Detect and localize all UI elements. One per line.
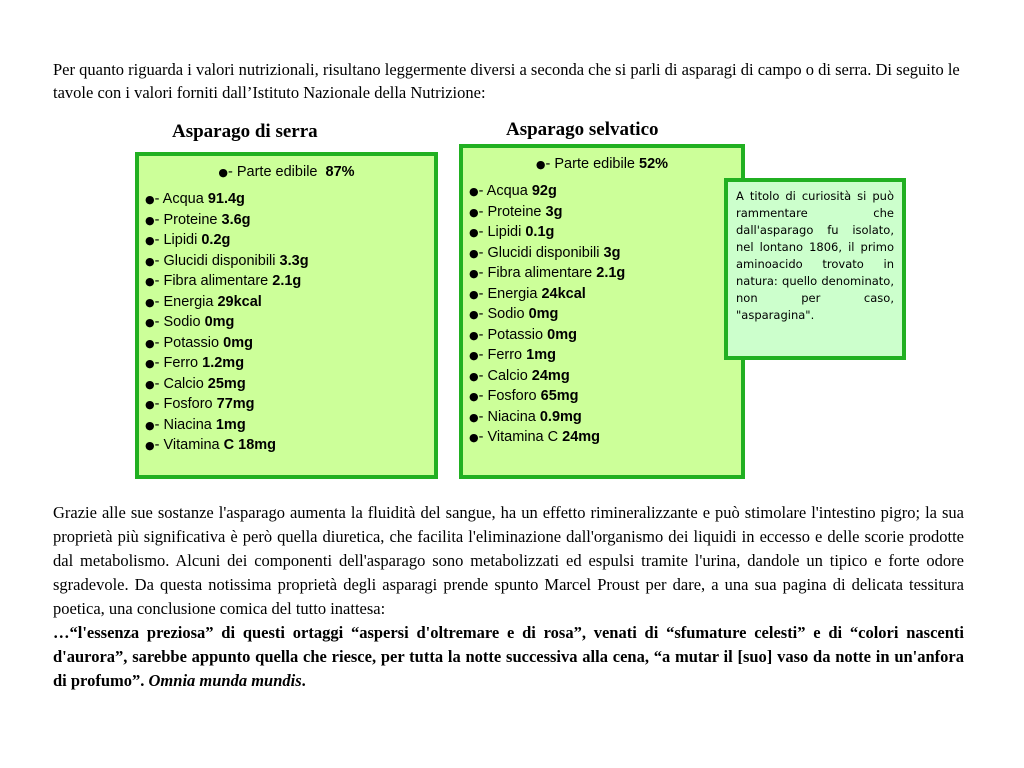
nutrient-item [145, 292, 434, 313]
nutrient-label: - Proteine [478, 203, 542, 220]
nutrient-label: - Sodio [154, 314, 201, 330]
nutrient-value: 0.2g [201, 232, 231, 248]
nutrient-value: 29kcal [217, 293, 262, 310]
nutrient-item [469, 181, 741, 202]
nutrient-item [145, 230, 434, 251]
quote-text: …“l'essenza preziosa” di questi ortaggi “aspersi d'oltremare e di rosa”, venati di “sfumature celesti” e di “colori nascenti d'aurora”, sarebbe appunto quella che riesce, per tutta la notte successiva alla cena, “a mutar il [suo] vaso da notte in un'anfora di profumo”. [53, 623, 964, 690]
nutrient-value: 2.1g [596, 265, 626, 281]
bullet-icon: ● [469, 246, 479, 260]
bullet-icon: ● [469, 431, 479, 444]
bullet-icon: ● [145, 213, 155, 227]
nutrient-value: 1.2mg [202, 355, 245, 371]
nutrient-item [469, 427, 741, 448]
nutrient-item [145, 210, 434, 231]
nutrient-value: 3g [603, 244, 621, 261]
quote-latin: Omnia munda mundis [148, 671, 302, 690]
nutrient-value: 0.1g [525, 224, 555, 240]
nutrient-label: - Ferro [154, 355, 199, 371]
bullet-icon: ● [469, 410, 479, 424]
selvatico-nutrition-box [459, 144, 745, 479]
bullet-icon: ● [535, 158, 546, 171]
nutrient-value: 91.4g [207, 191, 245, 207]
nutrient-value: 1mg [215, 416, 246, 433]
bullet-icon: ● [145, 357, 155, 370]
bullet-icon: ● [469, 267, 479, 280]
nutrient-value: 0.9mg [539, 408, 582, 425]
serra-edible-value: 87% [325, 164, 355, 180]
nutrient-label: - Acqua [478, 183, 528, 199]
nutrient-value: 77mg [216, 396, 255, 412]
bullet-icon: ● [145, 336, 155, 350]
nutrient-item [145, 312, 434, 333]
serra-title: Asparago di serra [172, 121, 318, 142]
nutrient-label: - Glucidi disponibili [154, 252, 276, 269]
serra-edible-part [139, 161, 434, 183]
nutrient-value: 24mg [562, 429, 601, 445]
nutrient-item [469, 243, 741, 264]
bullet-icon: ● [469, 205, 479, 219]
nutrient-item [469, 366, 741, 387]
nutrient-label: - Potassio [154, 334, 220, 351]
nutrient-value: 25mg [207, 375, 246, 392]
bullet-icon: ● [218, 166, 229, 179]
nutrient-label: - Energia [154, 293, 214, 310]
bullet-icon: ● [469, 390, 479, 403]
nutrient-item [469, 345, 741, 366]
nutrient-item [469, 202, 741, 223]
bullet-icon: ● [145, 398, 155, 411]
intro-paragraph: Per quanto riguarda i valori nutrizionali, risultano leggermente diversi a seconda che si parli di asparagi di campo o di serra. Di seguito le tavole con i valori forniti dall’Istituto Nazionale della Nutrizione: [53, 60, 960, 102]
bullet-icon: ● [145, 254, 155, 268]
bullet-icon: ● [469, 308, 479, 321]
nutrient-value: 65mg [540, 388, 579, 404]
nutrient-label: - Acqua [154, 191, 204, 207]
bullet-icon: ● [145, 234, 155, 247]
nutrient-label: - Glucidi disponibili [478, 244, 600, 261]
bullet-icon: ● [145, 439, 155, 452]
nutrient-item [145, 415, 434, 436]
nutrient-item [469, 386, 741, 407]
bullet-icon: ● [469, 349, 479, 362]
selvatico-nutrition-list [469, 181, 741, 448]
nutrient-value: 3.6g [221, 211, 251, 228]
nutrient-value: 24mg [531, 367, 570, 384]
nutrient-label: - Fibra alimentare [154, 273, 269, 289]
nutrient-item [145, 333, 434, 354]
nutrient-label: - Ferro [478, 347, 523, 363]
nutrient-item [145, 374, 434, 395]
selvatico-title: Asparago selvatico [506, 119, 659, 140]
bullet-icon: ● [145, 275, 155, 288]
nutrient-item [145, 251, 434, 272]
bullet-icon: ● [145, 377, 155, 391]
body-section [53, 501, 964, 693]
bullet-icon: ● [469, 328, 479, 342]
bullet-icon: ● [469, 226, 479, 239]
nutrient-item [469, 304, 741, 325]
nutrient-item [145, 394, 434, 415]
bullet-icon: ● [145, 316, 155, 329]
nutrient-label: - Vitamina C [478, 429, 559, 445]
nutrient-value: 24kcal [541, 285, 586, 302]
curiosity-note: A titolo di curiosità si può rammentare che dall'asparago fu isolato, nel lontano 1806, il primo aminoacido trovato in natura: quello denominato, non per caso, "asparagina". [724, 178, 906, 360]
serra-nutrition-list [145, 189, 434, 456]
nutrient-item [145, 271, 434, 292]
nutrient-label: - Niacina [154, 416, 212, 433]
selvatico-edible-label: - Parte edibile [545, 156, 635, 172]
selvatico-edible-value: 52% [639, 156, 669, 172]
nutrient-item [469, 222, 741, 243]
nutrient-value: 0mg [223, 334, 253, 351]
nutrient-value: 3.3g [279, 252, 309, 269]
nutrient-label: - Calcio [478, 367, 528, 384]
nutrient-value: 0mg [547, 326, 577, 343]
bullet-icon: ● [469, 185, 479, 198]
bullet-icon: ● [469, 287, 479, 301]
bullet-icon: ● [145, 193, 155, 206]
bullet-icon: ● [145, 295, 155, 309]
nutrient-value: 1mg [526, 347, 556, 363]
serra-edible-label: - Parte edibile [228, 164, 318, 180]
serra-nutrition-box [135, 152, 438, 479]
proust-quote [53, 621, 964, 693]
nutrient-label: - Potassio [478, 326, 544, 343]
nutrient-label: - Fosforo [154, 396, 213, 412]
nutrient-item [469, 284, 741, 305]
nutrient-value: 92g [531, 183, 557, 199]
nutrient-item [469, 263, 741, 284]
nutrient-label: - Energia [478, 285, 538, 302]
nutrient-item [145, 353, 434, 374]
nutrient-item [145, 435, 434, 456]
bullet-icon: ● [145, 418, 155, 432]
nutrient-label: - Proteine [154, 211, 218, 228]
nutrient-value: 3g [545, 203, 563, 220]
nutrient-item [469, 407, 741, 428]
nutrient-label: - Vitamina [154, 437, 220, 453]
nutrient-value: C 18mg [223, 437, 277, 453]
nutrient-label: - Fosforo [478, 388, 537, 404]
nutrient-label: - Lipidi [154, 232, 198, 248]
nutrient-label: - Fibra alimentare [478, 265, 593, 281]
quote-end: . [301, 671, 306, 690]
nutrient-label: - Sodio [478, 306, 525, 322]
nutrient-value: 0mg [204, 314, 235, 330]
bullet-icon: ● [469, 369, 479, 383]
nutrient-label: - Niacina [478, 408, 536, 425]
nutrient-item [145, 189, 434, 210]
nutrient-item [469, 325, 741, 346]
body-paragraph: Grazie alle sue sostanze l'asparago aumenta la fluidità del sangue, ha un effetto rimineralizzante e può stimolare l'intestino pigro; la sua proprietà più significativa è però quella diuretica, che facilita l'eliminazione dall'organismo dei liquidi in eccesso e delle scorie prodotte dal metabolismo. Alcuni dei componenti dell'asparago sono metabolizzati ed espulsi tramite l'urina, dandole un tipico e forte odore sgradevole. Da questa notissima proprietà degli asparagi prende spunto Marcel Proust per dare, a una sua pagina di delicata tessitura poetica, una conclusione comica del tutto inattesa: [53, 503, 964, 618]
nutrient-value: 0mg [528, 306, 559, 322]
nutrient-value: 2.1g [272, 273, 302, 289]
nutrient-label: - Lipidi [478, 224, 522, 240]
nutrient-label: - Calcio [154, 375, 204, 392]
selvatico-edible-part [463, 153, 741, 175]
